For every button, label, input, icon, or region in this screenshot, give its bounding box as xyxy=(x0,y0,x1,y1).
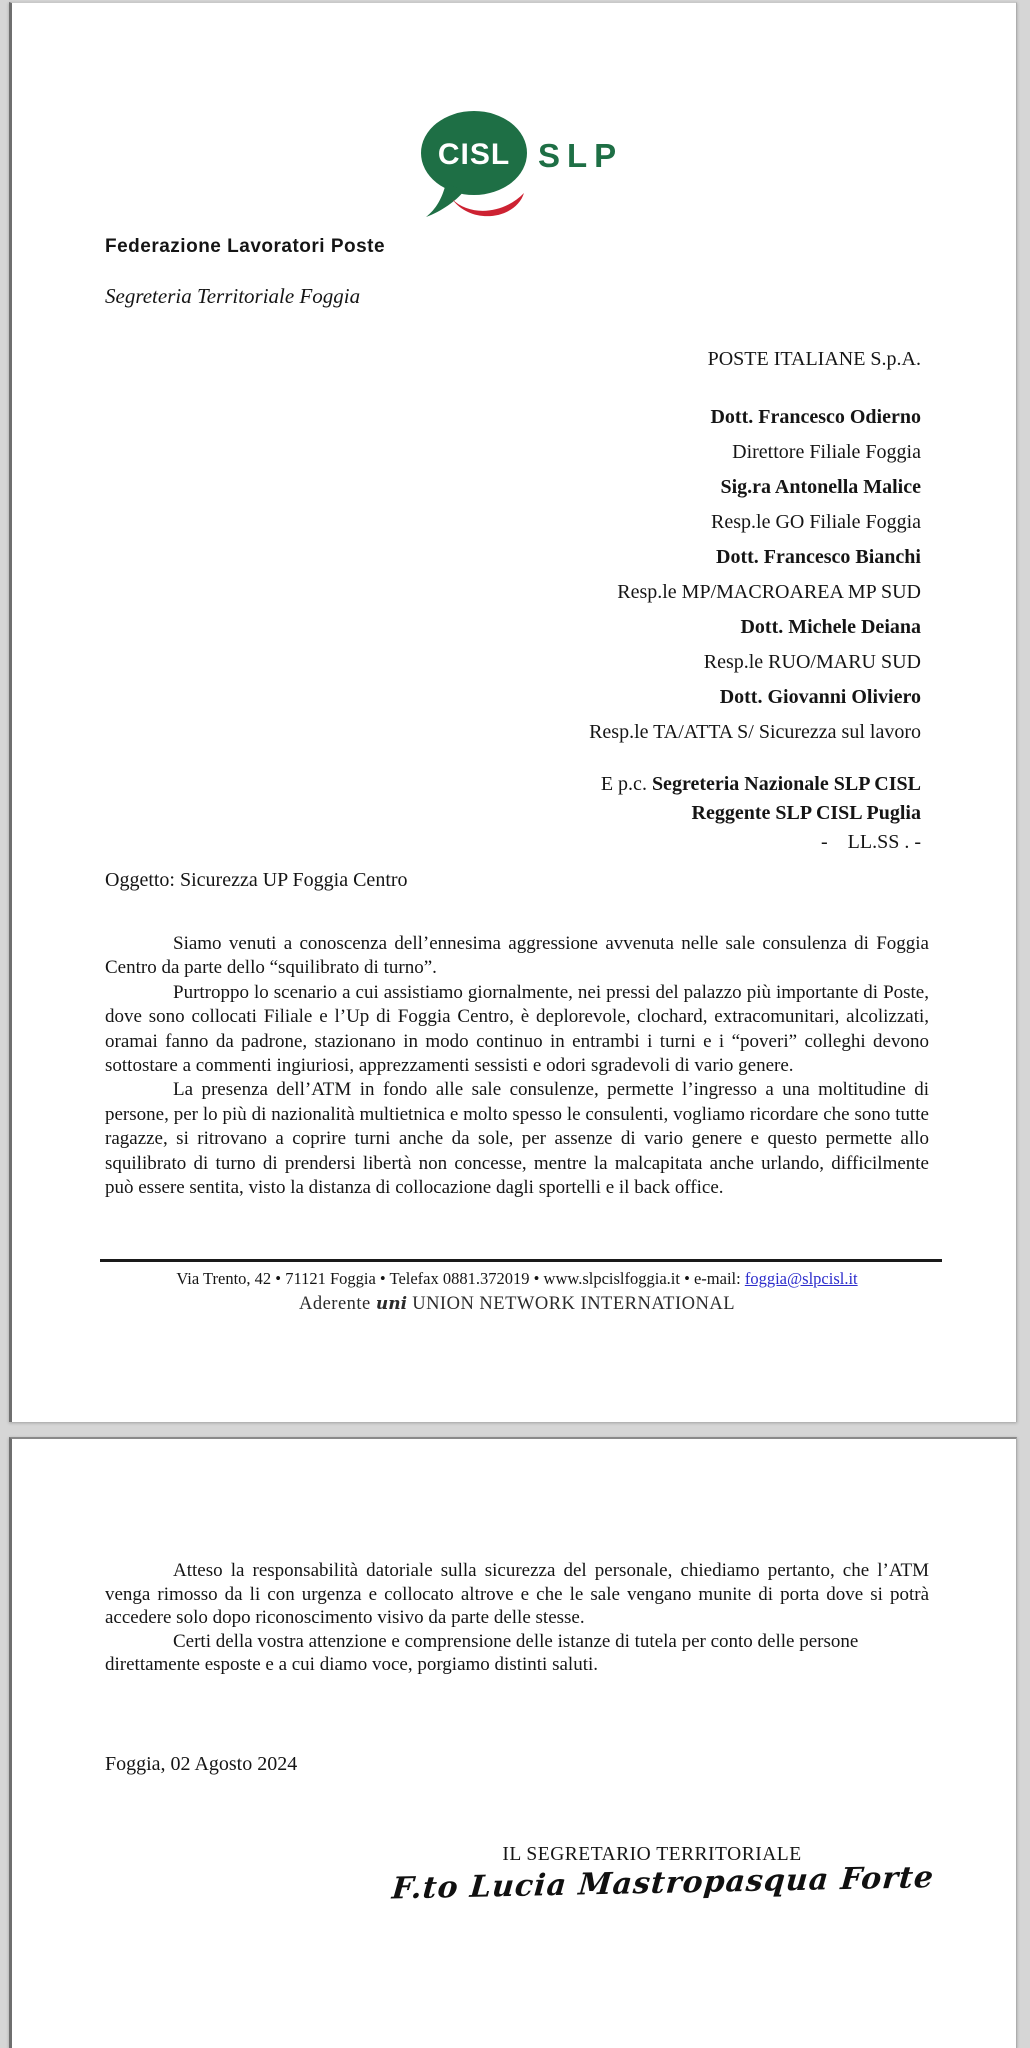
letter-page-1 xyxy=(9,2,1017,1422)
footer-address-line xyxy=(105,1269,929,1289)
recipient-company: POSTE ITALIANE S.p.A. xyxy=(707,348,921,370)
uni-logo-glyph: uni xyxy=(375,1294,408,1314)
recipient-role: Direttore Filiale Foggia xyxy=(732,441,921,463)
recipient-role: Resp.le RUO/MARU SUD xyxy=(703,651,921,673)
recipient-role: Resp.le GO Filiale Foggia xyxy=(711,511,921,533)
cc-regent: Reggente SLP CISL Puglia xyxy=(691,802,921,824)
body-paragraph-5: Certi della vostra attenzione e comprensione delle istanze di tutela per conto delle persone direttamente esposte e a cui diamo voce, porgiamo distinti saluti. xyxy=(105,1630,859,1676)
letter-body-page2 xyxy=(105,1559,929,1677)
footer-divider xyxy=(100,1259,942,1262)
recipient-role: Resp.le TA/ATTA S/ Sicurezza sul lavoro xyxy=(589,721,921,743)
body-paragraph-1: Siamo venuti a conoscenza dell’ennesima aggressione avvenuta nelle sale consulenza di Foggia Centro da parte dello “squilibrato di turno”. xyxy=(105,933,929,979)
adherent-prefix: Aderente xyxy=(298,1294,376,1314)
recipient-name: Dott. Francesco Bianchi xyxy=(716,546,921,568)
cc-national-secretariat: Segreteria Nazionale SLP CISL xyxy=(651,773,921,795)
body-paragraph-4: Atteso la responsabilità datoriale sulla sicurezza del personale, chiediamo pertanto, che l’ATM venga rimosso da li con urgenza e collocato altrove e che le sale vengano munite di porta dove si potrà accedere solo dopo riconoscimento visivo da parte delle stesse. xyxy=(105,1560,929,1629)
cc-line-1 xyxy=(601,770,921,799)
letter-page-2 xyxy=(9,1437,1017,2048)
footer-address-text: Via Trento, 42 • 71121 Foggia • Telefax 0881.372019 • www.slpcislfoggia.it • e-mail: xyxy=(176,1269,745,1288)
footer-adherent-line xyxy=(105,1294,929,1315)
cisl-slp-logo xyxy=(412,107,642,225)
body-paragraph-2: Purtroppo lo scenario a cui assistiamo giornalmente, nei pressi del palazzo più importante di Poste, dove sono collocati Filiale e l’Up di Foggia Centro, è deplorevole, clochard, extracomunitari, alcolizzati, oramai fanno da padrone, stazionano in modo continuo in entrambi i turni e i “poveri” colleghi devono sottostare a commenti ingiuriosi, apprezzamenti sessisti e odori sgradevoli di vario genere. xyxy=(105,981,929,1077)
signature-title: IL SEGRETARIO TERRITORIALE xyxy=(502,1844,802,1865)
cc-block xyxy=(601,770,921,857)
signature-name: F.to Lucia Mastropasqua Forte xyxy=(390,1860,936,1907)
cc-llss: - LL.SS . - xyxy=(821,831,921,853)
logo-cisl-text: CISL xyxy=(437,138,511,171)
subject-line: Oggetto: Sicurezza UP Foggia Centro xyxy=(105,869,408,891)
recipient-role: Resp.le MP/MACROAREA MP SUD xyxy=(617,581,921,603)
logo-slp-text: SLP xyxy=(538,137,624,174)
letterhead-office-title: Segreteria Territoriale Foggia xyxy=(105,284,361,308)
cisl-slp-logo-icon xyxy=(412,107,642,225)
adherent-rest: UNION NETWORK INTERNATIONAL xyxy=(407,1294,736,1314)
recipient-name: Dott. Francesco Odierno xyxy=(710,406,921,428)
footer-email-link[interactable]: foggia@slpcisl.it xyxy=(744,1269,858,1288)
cc-prefix: E p.c. xyxy=(600,773,652,795)
recipients-block xyxy=(589,342,921,750)
body-paragraph-3: La presenza dell’ATM in fondo alle sale consulenze, permette l’ingresso a una moltitudine di persone, per lo più di nazionalità multietnica e molto spesso le consulenti, vogliamo ricordare che sono tutte ragazze, si ritrovano a coprire turni anche da sole, per assenze di vario genere e questo permette allo squilibrato di turno di prendersi libertà non concesse, mentre la malcapitata anche urlando, difficilmente può essere sentita, visto la distanza di collocazione dagli sportelli e il back office. xyxy=(105,1079,929,1199)
date-line: Foggia, 02 Agosto 2024 xyxy=(105,1753,298,1775)
recipient-name: Sig.ra Antonella Malice xyxy=(720,476,921,498)
recipient-name: Dott. Giovanni Oliviero xyxy=(719,686,921,708)
letterhead-org-title: Federazione Lavoratori Poste xyxy=(105,236,386,257)
letter-body xyxy=(105,932,929,1200)
recipient-name: Dott. Michele Deiana xyxy=(740,616,921,638)
